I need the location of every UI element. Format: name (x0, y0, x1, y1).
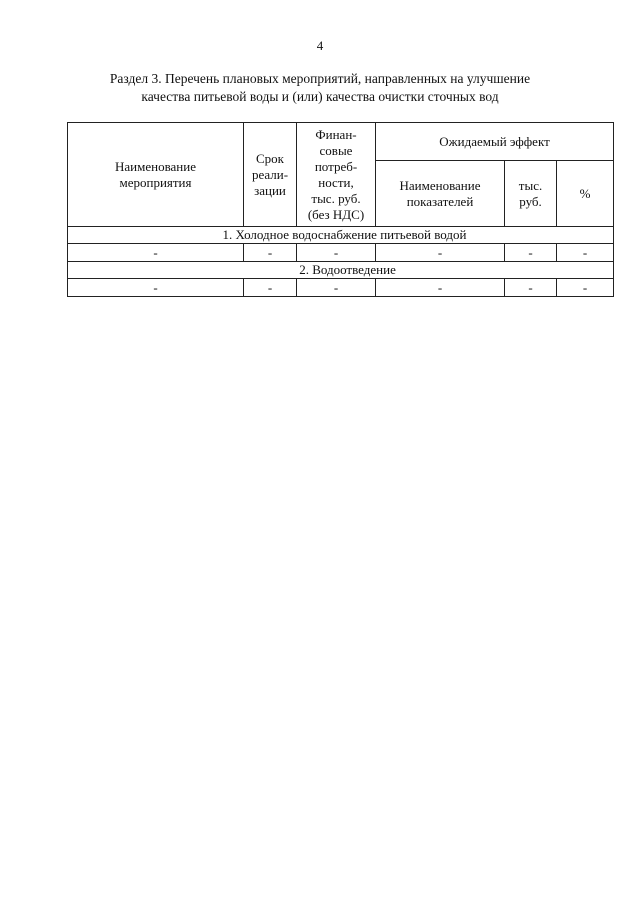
section-title-line-1: Раздел 3. Перечень плановых мероприятий, направленных на улучшение (109, 71, 531, 86)
section-title-cell (68, 227, 614, 244)
table-cell: - (376, 279, 505, 297)
header-expected-effect: Ожидаемый эффект (376, 123, 614, 161)
table-cell: - (68, 279, 244, 297)
section-row-drainage (68, 262, 614, 279)
table-row (68, 279, 614, 297)
table-cell: - (505, 279, 557, 297)
table-row (68, 244, 614, 262)
section-title (60, 70, 580, 106)
header-financial-needs: Финан- совые потреб- ности, тыс. руб. (без НДС) (297, 123, 376, 227)
table-cell: - (297, 244, 376, 262)
table-cell: - (68, 244, 244, 262)
section-row-water-supply (68, 227, 614, 244)
header-percent: % (557, 161, 614, 227)
table-cell: - (557, 279, 614, 297)
table-cell: - (244, 244, 297, 262)
table-cell: - (376, 244, 505, 262)
page-number: 4 (316, 38, 324, 53)
section-label: 2. Водоотведение (299, 262, 396, 277)
table-cell: - (557, 244, 614, 262)
header-indicator-name: Наименование показателей (376, 161, 505, 227)
planned-measures-table (67, 122, 614, 297)
table-header-row (68, 123, 614, 161)
table-cell: - (297, 279, 376, 297)
table-cell: - (244, 279, 297, 297)
header-measure-name: Наименование мероприятия (68, 123, 244, 227)
section-title-cell (68, 262, 614, 279)
header-implementation-term: Срок реали- зации (244, 123, 297, 227)
header-thousand-rub: тыс. руб. (505, 161, 557, 227)
table-cell: - (505, 244, 557, 262)
section-label: 1. Холодное водоснабжение питьевой водой (222, 227, 467, 242)
section-title-line-2: качества питьевой воды и (или) качества очистки сточных вод (141, 89, 499, 104)
